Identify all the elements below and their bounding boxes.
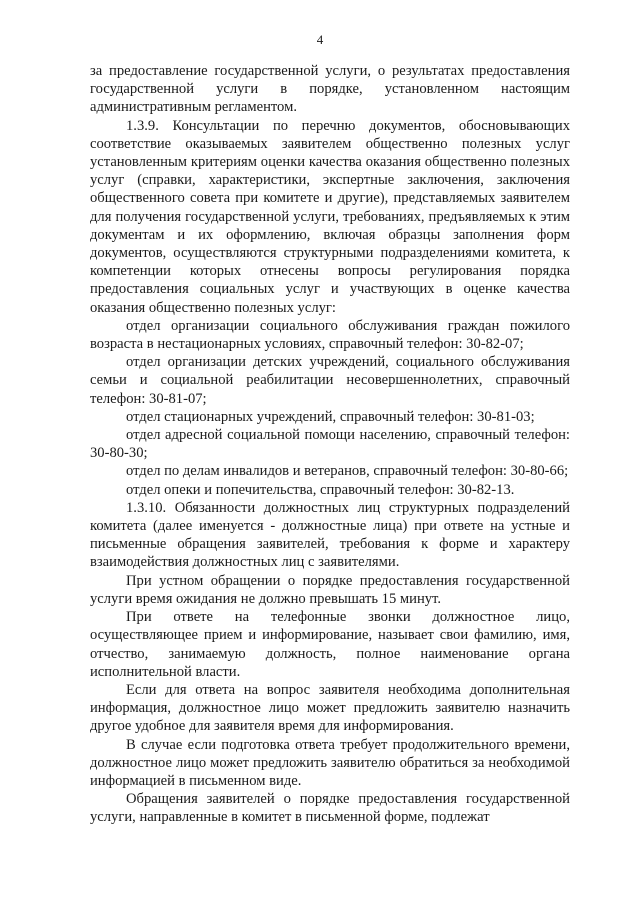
department-contact: отдел по делам инвалидов и ветеранов, справочный телефон: 30-80-66;	[126, 463, 569, 480]
paragraph: 1.3.9. Консультации по перечню документов, обосновывающих соответствие оказываемых заявителем общественно полезных услуг установленным критериям оценки качества оказания общественно полезных услуг (справки, характеристики, экспертные заключения, заключения общественного совета при комитете и другие), представляемых заявителем для получения государственной услуги, требованиях, предъявляемых к этим документам и их оформлению, включая образцы заполнения форм документов, осуществляются структурными подразделениями комитета, к компетенции которых отнесены вопросы регулирования порядка предоставления социальных услуг и участвующих в оценке качества оказания общественно полезных услуг:	[90, 117, 570, 316]
paragraph: При ответе на телефонные звонки должностное лицо, осуществляющее прием и информирование, называет свои фамилию, имя, отчество, занимаемую должность, полное наименование органа исполнительной власти.	[90, 609, 570, 680]
paragraph: Обращения заявителей о порядке предоставления государственной услуги, направленные в комитет в письменной форме, подлежат	[90, 791, 570, 826]
department-contact: отдел опеки и попечительства, справочный телефон: 30-82-13.	[126, 481, 515, 498]
department-contact: отдел адресной социальной помощи населению, справочный телефон: 30-80-30;	[90, 427, 570, 462]
document-body	[90, 62, 570, 827]
department-contact: отдел организации детских учреждений, социального обслуживания семьи и социальной реабилитации несовершеннолетних, справочный телефон: 30-81-07;	[90, 354, 570, 407]
department-contact: отдел стационарных учреждений, справочный телефон: 30-81-03;	[126, 408, 535, 425]
paragraph: 1.3.10. Обязанности должностных лиц структурных подразделений комитета (далее именуется - должностные лица) при ответе на устные и письменные обращения заявителей, требования к форме и характеру взаимодействия должностных лиц с заявителями.	[90, 499, 570, 571]
paragraph: При устном обращении о порядке предоставления государственной услуги время ожидания не должно превышать 15 минут.	[90, 572, 570, 607]
paragraph: за предоставление государственной услуги, о результатах предоставления государственной услуги в порядке, установленном настоящим административным регламентом.	[90, 63, 570, 116]
page-number: 4	[316, 32, 324, 47]
paragraph: Если для ответа на вопрос заявителя необходима дополнительная информация, должностное лицо может предложить заявителю назначить другое удобное для заявителя время для информирования.	[90, 681, 570, 735]
paragraph: В случае если подготовка ответа требует продолжительного времени, должностное лицо может предложить заявителю обратиться за необходимой информацией в письменном виде.	[90, 736, 570, 789]
department-contact: отдел организации социального обслуживания граждан пожилого возраста в нестационарных условиях, справочный телефон: 30-82-07;	[90, 317, 570, 353]
